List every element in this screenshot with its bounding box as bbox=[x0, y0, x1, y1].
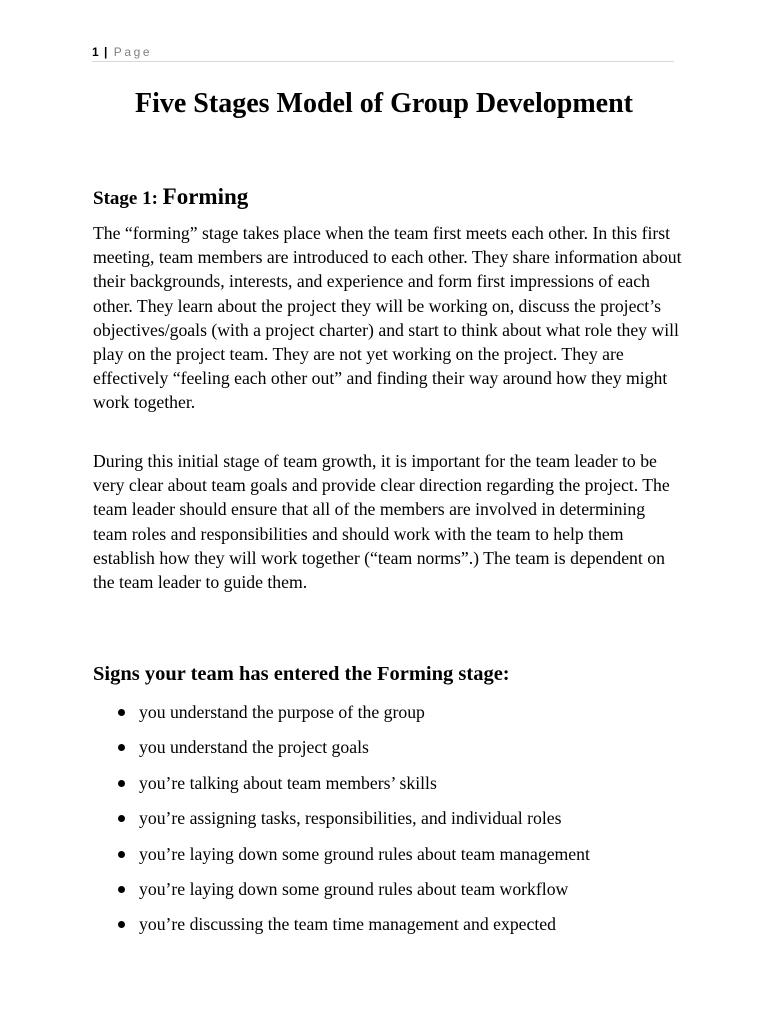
list-item bbox=[93, 912, 693, 947]
list-item-text: you’re laying down some ground rules about team workflow bbox=[139, 878, 569, 899]
bullet-icon bbox=[118, 851, 125, 858]
list-item-text: you understand the purpose of the group bbox=[139, 702, 425, 722]
list-item bbox=[93, 877, 693, 912]
signs-list bbox=[93, 700, 693, 948]
bullet-icon bbox=[118, 780, 125, 787]
bullet-icon bbox=[118, 709, 125, 716]
page-header bbox=[92, 44, 674, 62]
list-item-text: you understand the project goals bbox=[139, 737, 369, 758]
bullet-icon bbox=[118, 744, 125, 751]
bullet-icon bbox=[118, 886, 125, 893]
bullet-icon bbox=[118, 815, 125, 822]
paragraph-forming-description: The “forming” stage takes place when the team first meets each other. In this first meeting, team members are introduced to each other. They share information about their backgrounds, interests, and experience and form first impressions of each other. They learn about the project they will be working on, discuss the project’s objectives/goals (with a project charter) and start to think about what role they will play on the project team. They are not yet working on the project. They are effectively “feeling each other out” and finding their way around how they might work together. bbox=[93, 223, 682, 413]
list-item bbox=[93, 842, 693, 877]
list-item bbox=[93, 806, 693, 841]
stage-heading bbox=[93, 182, 248, 214]
document-title: Five Stages Model of Group Development bbox=[135, 88, 633, 119]
paragraph-team-leader-role: During this initial stage of team growth, it is important for the team leader to be very clear about team goals and provide clear direction regarding the project. The team leader should ensure that all of the members are involved in determining team roles and responsibilities and should work with the team to help them establish how they will work together (“team norms”.) The team is dependent on the team leader to guide them. bbox=[93, 451, 670, 593]
header-separator: | bbox=[104, 45, 108, 59]
bullet-icon bbox=[118, 921, 125, 928]
page-label: Page bbox=[113, 45, 153, 59]
stage-heading-prefix: Stage 1: bbox=[93, 188, 163, 209]
list-item bbox=[93, 700, 693, 735]
list-item bbox=[93, 771, 693, 806]
stage-heading-name: Forming bbox=[162, 184, 249, 209]
list-item-text: you’re assigning tasks, responsibilities, and individual roles bbox=[139, 808, 562, 829]
list-item-text: you’re discussing the team time management and expected bbox=[139, 914, 556, 935]
list-item bbox=[93, 735, 693, 770]
signs-heading: Signs your team has entered the Forming stage: bbox=[93, 663, 510, 685]
list-item-text: you’re laying down some ground rules about team management bbox=[139, 843, 590, 864]
list-item-text: you’re talking about team members’ skills bbox=[139, 772, 437, 793]
page-number: 1 bbox=[92, 45, 99, 59]
